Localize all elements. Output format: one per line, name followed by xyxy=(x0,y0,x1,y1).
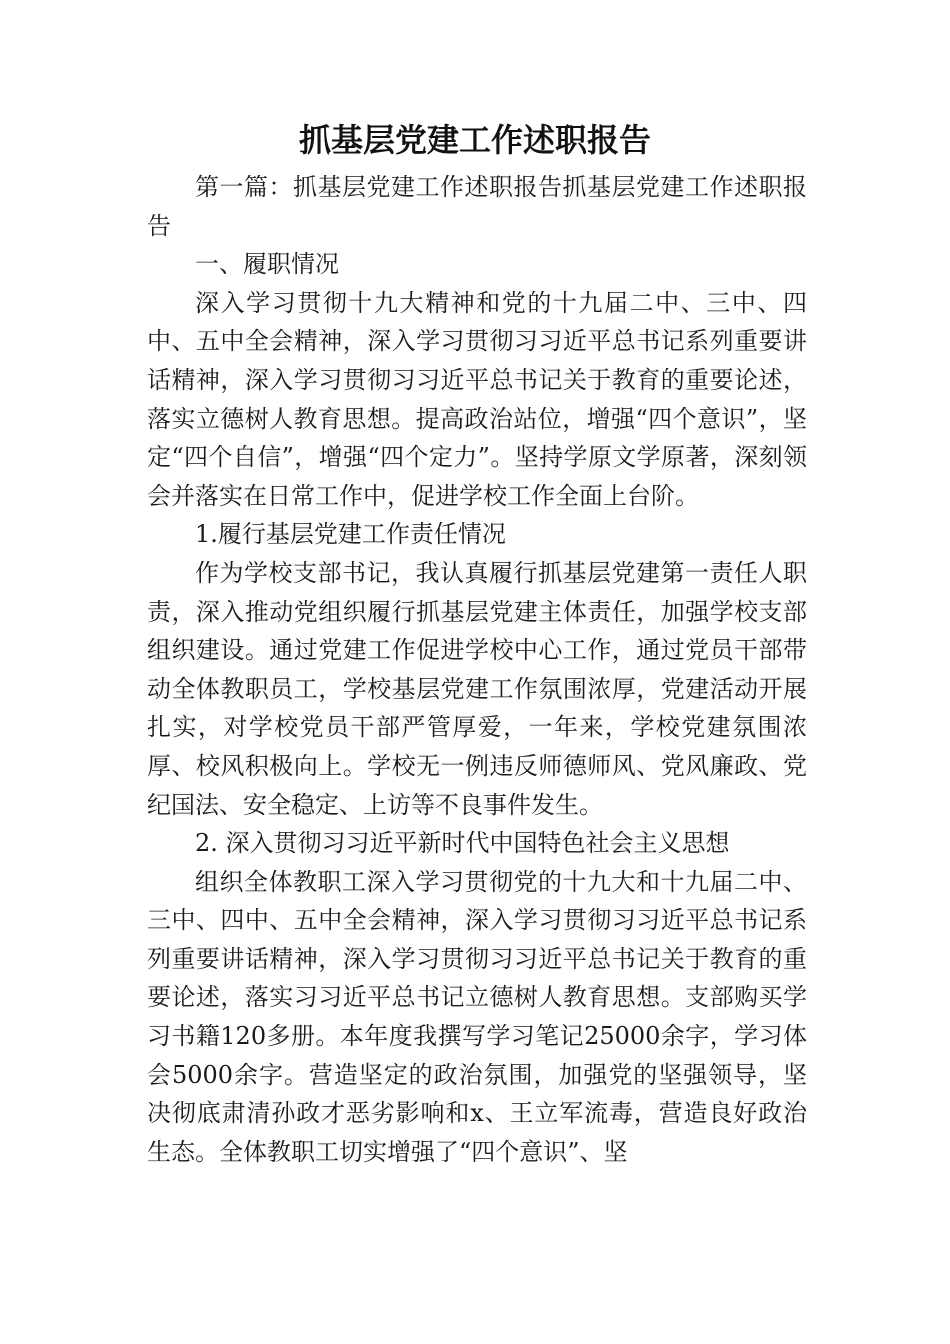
document-title: 抓基层党建工作述职报告 xyxy=(298,121,651,159)
paragraph: 深入学习贯彻十九大精神和党的十九届二中、三中、四中、五中全会精神，深入学习贯彻习习近平总书记系列重要讲话精神，深入学习贯彻习习近平总书记关于教育的重要论述，落实立德树人教育思想。提高政治站位，增强“四个意识”，坚定“四个自信”，增强“四个定力”。坚持学原文学原著，深刻领会并落实在日常工作中，促进学校工作全面上台阶。 xyxy=(147,288,807,510)
paragraph-intro: 第一篇：抓基层党建工作述职报告抓基层党建工作述职报告 xyxy=(147,173,807,240)
subsection-heading: 1.履行基层党建工作责任情况 xyxy=(195,520,506,549)
document-body xyxy=(147,168,807,1171)
paragraph: 组织全体教职工深入学习贯彻党的十九大和十九届二中、三中、四中、五中全会精神，深入学习贯彻习习近平总书记系列重要讲话精神，深入学习贯彻习习近平总书记关于教育的重要论述，落实习习近平总书记立德树人教育思想。支部购买学习书籍120多册。本年度我撰写学习笔记25000余字，学习体会5000余字。营造坚定的政治氛围，加强党的坚强领导，坚决彻底肃清孙政才恶劣影响和x、王立军流毒，营造良好政治生态。全体教职工切实增强了“四个意识”、坚 xyxy=(147,867,807,1166)
paragraph: 作为学校支部书记，我认真履行抓基层党建第一责任人职责，深入推动党组织履行抓基层党建主体责任，加强学校支部组织建设。通过党建工作促进学校中心工作，通过党员干部带动全体教职员工，学校基层党建工作氛围浓厚，党建活动开展扎实，对学校党员干部严管厚爱，一年来，学校党建氛围浓厚、校风积极向上。学校无一例违反师德师风、党风廉政、党纪国法、安全稳定、上访等不良事件发生。 xyxy=(147,558,807,819)
section-heading: 一、履职情况 xyxy=(195,250,339,279)
subsection-heading: 2. 深入贯彻习习近平新时代中国特色社会主义思想 xyxy=(195,829,730,858)
